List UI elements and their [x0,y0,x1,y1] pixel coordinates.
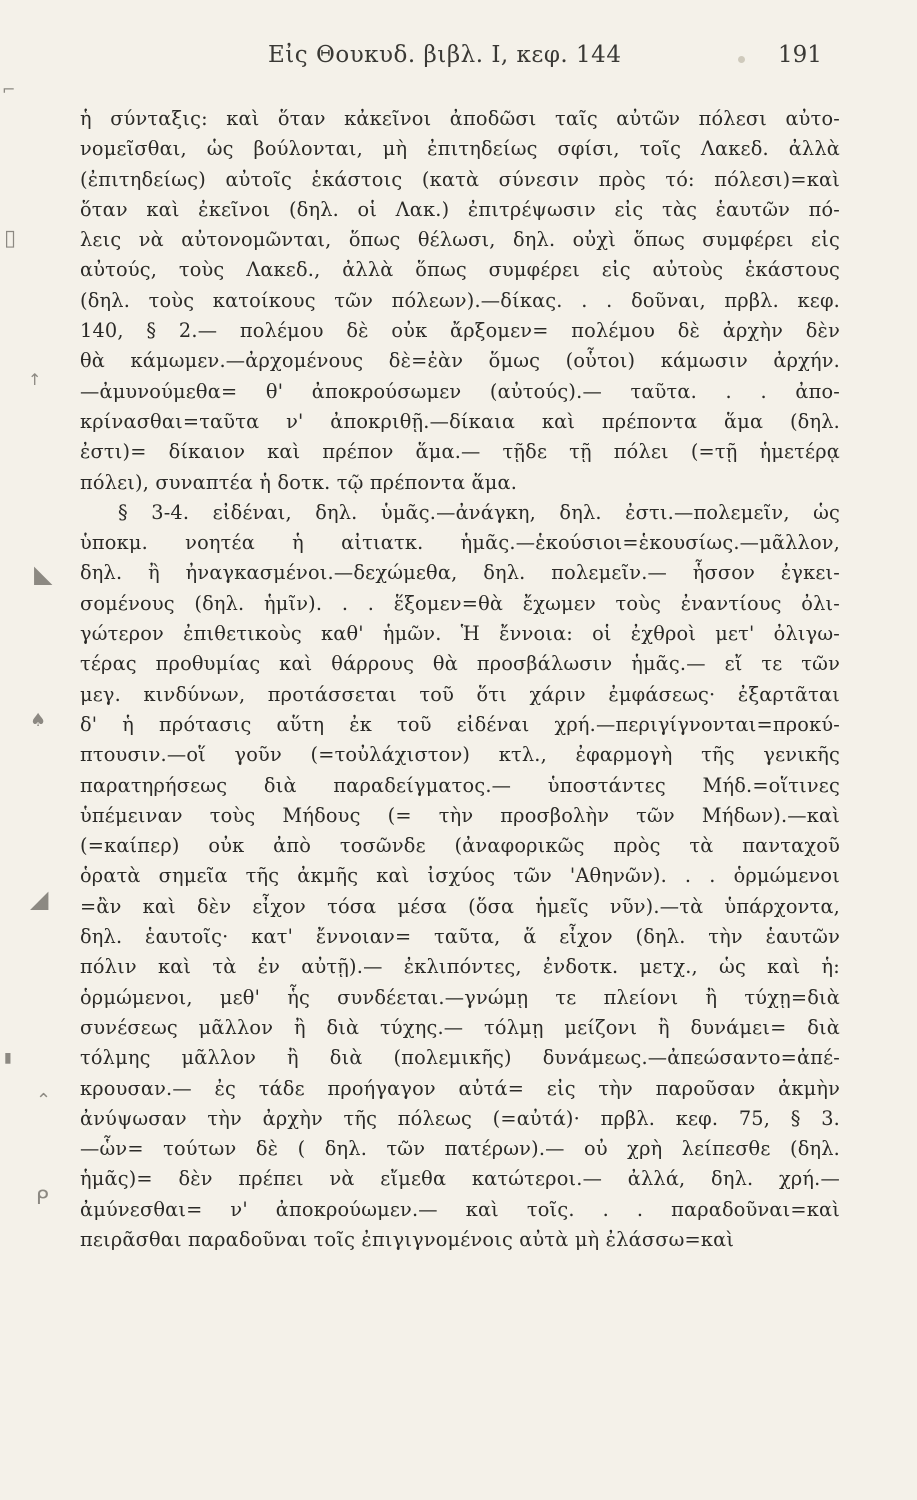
text-line: θὰ κάμωμεν.—ἀρχομένους δὲ=ἐὰν ὅμως (οὗτοι) κάμωσιν ἀρχήν. [80,349,840,373]
text-line: ἡμᾶς)= δὲν πρέπει νὰ εἴμεθα κατώτεροι.— ἀλλά, δηλ. χρή.— [80,1167,840,1191]
text-line: (ἐπιτηδείως) αὐτοῖς ἑκάστοις (κατὰ σύνεσιν πρὸς τό: πόλεσι)=καὶ [80,167,840,191]
text-line: συνέσεως μᾶλλον ἢ διὰ τύχης.— τόλμῃ μείζονι ἢ δυνάμει= διὰ [80,1015,840,1039]
margin-artifact: ⌃ [36,1090,52,1111]
page-header [0,42,917,82]
margin-artifact: ▯ [4,226,17,251]
text-line: δ' ἡ πρότασις αὕτη ἐκ τοῦ εἰδέναι χρή.—περιγίγνονται=προκύ- [80,712,840,736]
text-line: ὅταν καὶ ἐκεῖνοι (δηλ. οἱ Λακ.) ἐπιτρέψωσιν εἰς τὰς ἑαυτῶν πό- [80,197,840,221]
text-line: ὑποκμ. νοητέα ἡ αἰτιατκ. ἡμᾶς.—ἑκούσιοι=ἑκουσίως.—μᾶλλον, [80,531,840,555]
text-line: τέρας προθυμίας καὶ θάρρους θὰ προσβάλωσιν ἡμᾶς.— εἴ τε τῶν [80,652,840,676]
body-text [80,104,840,1255]
margin-artifact: ♠ [30,710,47,731]
text-line: λεις νὰ αὐτονομῶνται, ὅπως θέλωσι, δηλ. οὐχὶ ὅπως συμφέρει εἰς [80,228,840,252]
text-line: γώτερον ἐπιθετικοὺς καθ' ἡμῶν. Ἡ ἔννοια: οἱ ἐχθροὶ μετ' ὀλιγω- [80,622,840,646]
text-line: ὁρατὰ σημεῖα τῆς ἀκμῆς καὶ ἰσχύος τῶν 'Αθηνῶν). . . ὁρμώμενοι [80,864,840,888]
text-line: πτουσιν.—οἵ γοῦν (=τοὐλάχιστον) κτλ., ἐφαρμογὴ τῆς γενικῆς [80,743,840,767]
text-line: (=καίπερ) οὐκ ἀπὸ τοσῶνδε (ἀναφορικῶς πρὸς τὰ πανταχοῦ [80,834,840,858]
text-line: τόλμης μᾶλλον ἢ διὰ (πολεμικῆς) δυνάμεως.—ἀπεώσαντο=ἀπέ- [80,1046,840,1070]
text-line: —ὧν= τούτων δὲ ( δηλ. τῶν πατέρων).— οὐ χρὴ λείπεσθε (δηλ. [80,1137,840,1161]
margin-artifact: ▮ [4,1050,12,1066]
text-line: κρουσαν.— ἐς τάδε προήγαγον αὐτά= εἰς τὴν παροῦσαν ἀκμὴν [80,1076,840,1100]
text-line: ὑπέμειναν τοὺς Μήδους (= τὴν προσβολὴν τῶν Μήδων).—καὶ [80,803,840,827]
text-line: ἀμύνεσθαι= ν' ἀποκρούωμεν.— καὶ τοῖς. . . παραδοῦναι=καὶ [80,1197,840,1221]
margin-artifact: ◣ [34,560,53,588]
text-line: κρίνασθαι=ταῦτα ν' ἀποκριθῇ.—δίκαια καὶ πρέποντα ἅμα (δηλ. [80,409,840,433]
text-line: αὐτούς, τοὺς Λακεδ., ἀλλὰ ὅπως συμφέρει εἰς αὐτοὺς ἑκάστους [80,258,840,282]
text-line: δηλ. ἢ ἠναγκασμένοι.—δεχώμεθα, δηλ. πολεμεῖν.— ἧσσον ἐγκει- [80,561,840,585]
margin-artifact: ◢ [30,885,49,913]
text-line: ἡ σύνταξις: καὶ ὅταν κἀκεῖνοι ἀποδῶσι ταῖς αὐτῶν πόλεσι αὐτο- [80,107,840,130]
text-line: =ἂν καὶ δὲν εἶχον τόσα μέσα (ὅσα ἡμεῖς νῦν).—τὰ ὑπάρχοντα, [80,894,840,918]
text-line: 140, § 2.— πολέμου δὲ οὐκ ἄρξομεν= πολέμου δὲ ἀρχὴν δὲν [80,319,840,343]
text-line: ἀνύψωσαν τὴν ἀρχὴν τῆς πόλεως (=αὐτά)· πρβλ. κεφ. 75, § 3. [80,1106,840,1130]
text-line: —ἀμυνούμεθα= θ' ἀποκρούσωμεν (αὐτούς).— ταῦτα. . . ἀπο- [80,379,840,403]
margin-artifact: ⌐ [2,80,16,99]
margin-artifact: ↑ [28,370,42,389]
running-title: Εἰς Θουκυδ. βιβλ. Ι, κεφ. 144 [268,42,622,68]
text-line: ἐστι)= δίκαιον καὶ πρέπον ἅμα.— τῇδε τῇ πόλει (=τῇ ἡμετέρᾳ [80,440,840,464]
text-line: § 3-4. εἰδέναι, δηλ. ὑμᾶς.—ἀνάγκη, δηλ. ἐστι.—πολεμεῖν, ὡς [118,500,840,524]
text-line: πειρᾶσθαι παραδοῦναι τοῖς ἐπιγιγνομένοις αὐτὰ μὴ ἐλάσσω=καὶ [80,1227,735,1251]
margin-artifact: ᑭ [36,1185,49,1209]
text-line: σομένους (δηλ. ἡμῖν). . . ἕξομεν=θὰ ἔχωμεν τοὺς ἐναντίους ὀλι- [80,591,840,615]
text-line: δηλ. ἑαυτοῖς· κατ' ἔννοιαν= ταῦτα, ἅ εἶχον (δηλ. τὴν ἑαυτῶν [80,925,840,949]
text-line: παρατηρήσεως διὰ παραδείγματος.— ὑποστάντες Μήδ.=οἵτινες [80,773,840,797]
text-line: μεγ. κινδύνων, προτάσσεται τοῦ ὅτι χάριν ἐμφάσεως· ἐξαρτᾶται [80,682,840,706]
text-line: (δηλ. τοὺς κατοίκους τῶν πόλεων).—δίκας. . . δοῦναι, πρβλ. κεφ. [80,288,840,312]
text-line: πόλιν καὶ τὰ ἐν αὐτῇ).— ἐκλιπόντες, ἐνδοτκ. μετχ., ὡς καὶ ἡ: [80,955,840,979]
text-line: πόλει), συναπτέα ἡ δοτκ. τῷ πρέποντα ἅμα. [80,470,518,494]
text-line: ὁρμώμενοι, μεθ' ἧς συνδέεται.—γνώμῃ τε πλείονι ἢ τύχῃ=διὰ [80,985,840,1009]
paper-speck [738,56,745,63]
text-line: νομεῖσθαι, ὡς βούλονται, μὴ ἐπιτηδείως σφίσι, τοῖς Λακεδ. ἀλλὰ [80,137,840,161]
page-number: 191 [778,42,822,68]
